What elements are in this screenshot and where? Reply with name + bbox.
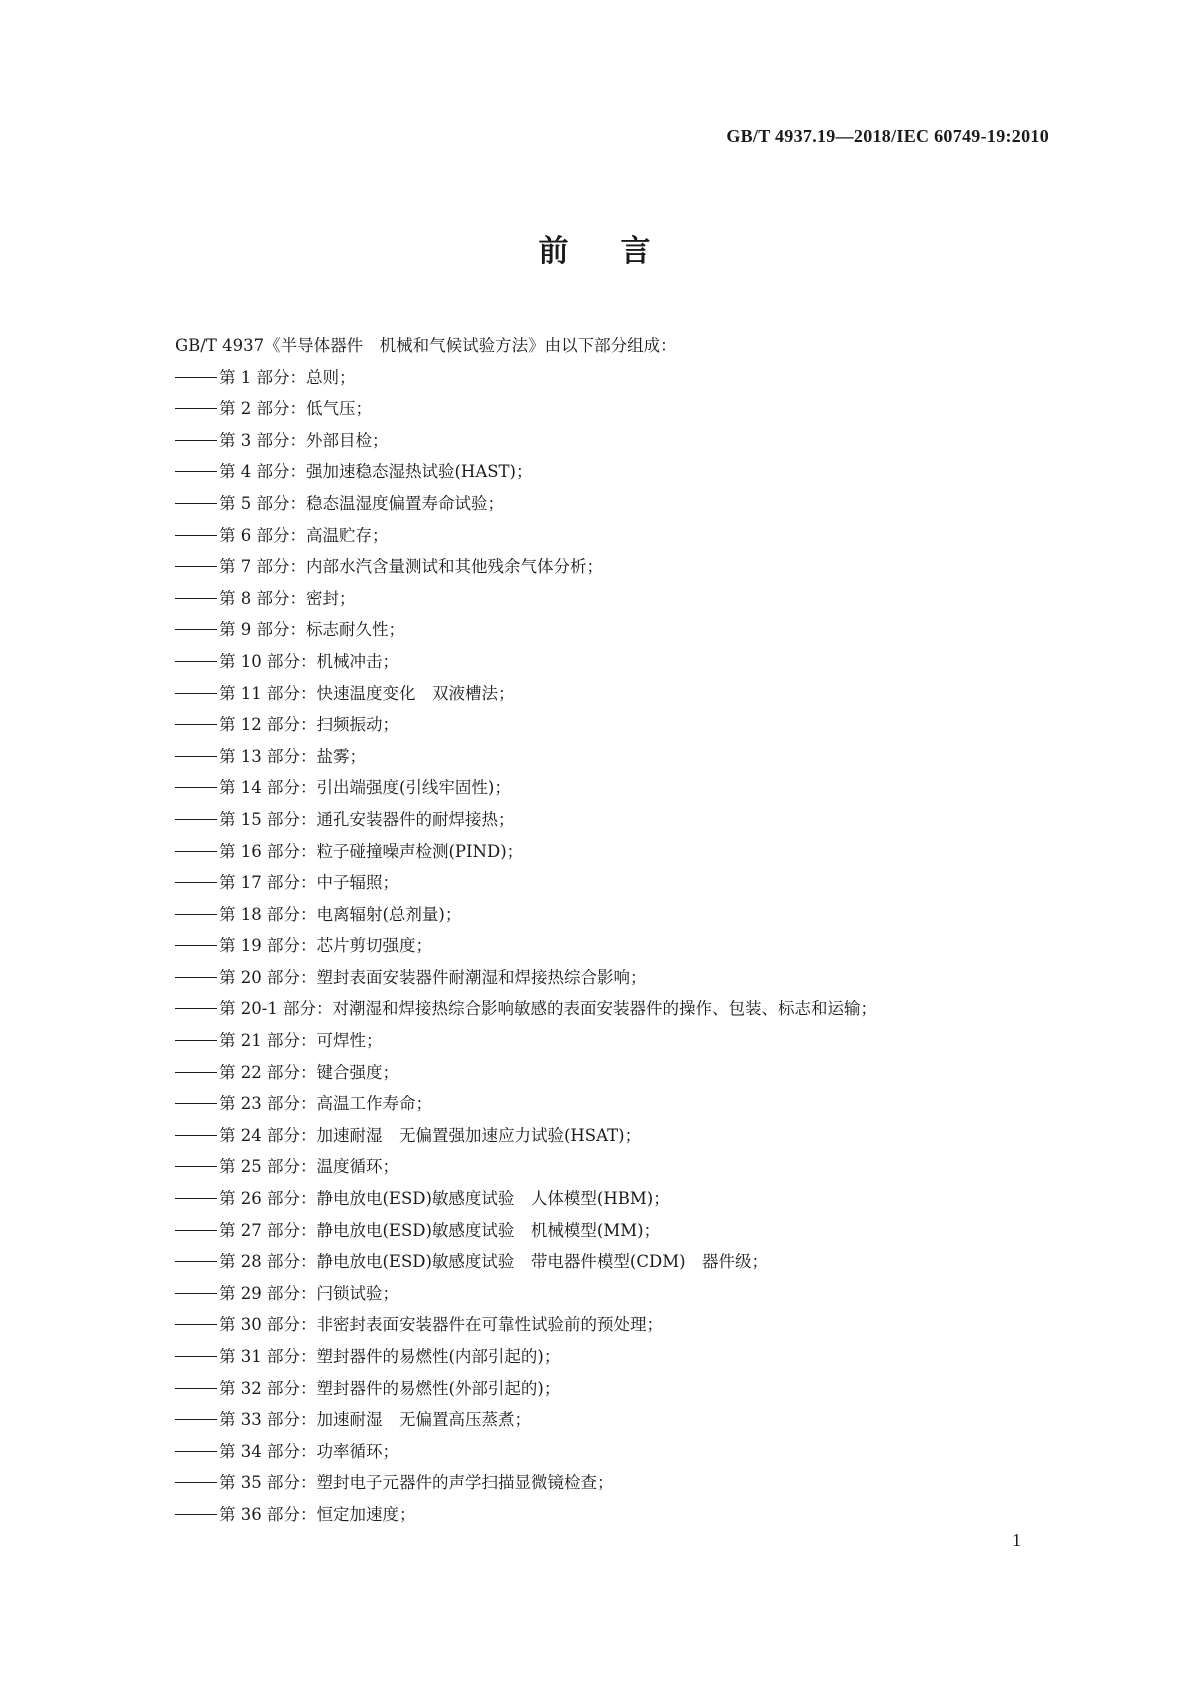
em-dash-marker: [175, 1198, 217, 1199]
em-dash-marker: [175, 819, 217, 820]
list-item-text: 第 30 部分：非密封表面安装器件在可靠性试验前的预处理；: [219, 1315, 663, 1335]
em-dash-marker: [175, 503, 217, 504]
em-dash-marker: [175, 1072, 217, 1073]
em-dash-marker: [175, 1514, 217, 1515]
page-title-char-1: 前: [538, 234, 571, 269]
list-item: [175, 362, 1055, 394]
foreword-body: [175, 330, 1055, 1531]
em-dash-marker: [175, 1482, 217, 1483]
em-dash-marker: [175, 1324, 217, 1325]
list-item: [175, 614, 1055, 646]
list-item-text: 第 22 部分：键合强度；: [219, 1062, 399, 1082]
list-item: [175, 1215, 1055, 1247]
em-dash-marker: [175, 629, 217, 630]
list-item: [175, 1120, 1055, 1152]
em-dash-marker: [175, 1451, 217, 1452]
list-item: [175, 646, 1055, 678]
list-item: [175, 678, 1055, 710]
list-item-text: 第 13 部分：盐雾；: [219, 746, 366, 766]
list-item: [175, 741, 1055, 773]
em-dash-marker: [175, 882, 217, 883]
list-item-text: 第 21 部分：可焊性；: [219, 1031, 383, 1051]
list-item-text: 第 4 部分：强加速稳态湿热试验(HAST)；: [219, 462, 533, 482]
list-item-text: 第 26 部分：静电放电(ESD)敏感度试验 人体模型(HBM)；: [219, 1189, 670, 1209]
list-item-text: 第 27 部分：静电放电(ESD)敏感度试验 机械模型(MM)；: [219, 1220, 661, 1240]
em-dash-marker: [175, 471, 217, 472]
list-item: [175, 1057, 1055, 1089]
list-item-text: 第 6 部分：高温贮存；: [219, 525, 389, 545]
list-item-text: 第 34 部分：功率循环；: [219, 1441, 399, 1461]
list-item: [175, 772, 1055, 804]
em-dash-marker: [175, 440, 217, 441]
list-item: [175, 1088, 1055, 1120]
em-dash-marker: [175, 914, 217, 915]
em-dash-marker: [175, 598, 217, 599]
page-title: [0, 226, 1191, 270]
intro-paragraph: GB/T 4937《半导体器件 机械和气候试验方法》由以下部分组成：: [175, 336, 677, 355]
list-item-text: 第 20 部分：塑封表面安装器件耐潮湿和焊接热综合影响；: [219, 967, 647, 987]
list-item-text: 第 7 部分：内部水汽含量测试和其他残余气体分析；: [219, 557, 603, 577]
list-item: [175, 393, 1055, 425]
list-item: [175, 1025, 1055, 1057]
em-dash-marker: [175, 1293, 217, 1294]
em-dash-marker: [175, 787, 217, 788]
list-item: [175, 899, 1055, 931]
list-item: [175, 1309, 1055, 1341]
em-dash-marker: [175, 1040, 217, 1041]
list-item-text: 第 19 部分：芯片剪切强度；: [219, 936, 432, 956]
list-item: [175, 456, 1055, 488]
list-item: [175, 1436, 1055, 1468]
list-item: [175, 520, 1055, 552]
list-item: [175, 804, 1055, 836]
em-dash-marker: [175, 1261, 217, 1262]
list-item: [175, 867, 1055, 899]
em-dash-marker: [175, 1356, 217, 1357]
em-dash-marker: [175, 535, 217, 536]
list-item-text: 第 31 部分：塑封器件的易燃性(内部引起的)；: [219, 1347, 561, 1366]
list-item-text: 第 16 部分：粒子碰撞噪声检测(PIND)；: [219, 841, 524, 861]
list-item-text: 第 35 部分：塑封电子元器件的声学扫描显微镜检查；: [219, 1473, 614, 1493]
em-dash-marker: [175, 408, 217, 409]
list-item-text: 第 10 部分：机械冲击；: [219, 651, 399, 671]
list-item: [175, 930, 1055, 962]
page-title-char-2: 言: [620, 234, 653, 269]
parts-list: [175, 362, 1055, 1531]
list-item-text: 第 14 部分：引出端强度(引线牢固性)；: [219, 778, 511, 798]
em-dash-marker: [175, 1166, 217, 1167]
em-dash-marker: [175, 1419, 217, 1420]
em-dash-marker: [175, 1230, 217, 1231]
em-dash-marker: [175, 1103, 217, 1104]
list-item: [175, 1341, 1055, 1373]
list-item: [175, 1183, 1055, 1215]
em-dash-marker: [175, 1008, 217, 1009]
em-dash-marker: [175, 724, 217, 725]
em-dash-marker: [175, 661, 217, 662]
list-item: [175, 962, 1055, 994]
list-item: [175, 836, 1055, 868]
em-dash-marker: [175, 977, 217, 978]
page-number: 1: [1012, 1530, 1021, 1550]
list-item-text: 第 5 部分：稳态温湿度偏置寿命试验；: [219, 493, 504, 513]
list-item-text: 第 33 部分：加速耐湿 无偏置高压蒸煮；: [219, 1410, 531, 1430]
list-item: [175, 488, 1055, 520]
list-item: [175, 1373, 1055, 1405]
list-item-text: 第 17 部分：中子辐照；: [219, 873, 399, 893]
list-item: [175, 1246, 1055, 1278]
em-dash-marker: [175, 377, 217, 378]
list-item-text: 第 29 部分：闩锁试验；: [219, 1283, 399, 1303]
em-dash-marker: [175, 1135, 217, 1136]
list-item: [175, 709, 1055, 741]
list-item-text: 第 1 部分：总则；: [219, 367, 356, 387]
standard-code-header: GB/T 4937.19—2018/IEC 60749-19:2010: [726, 126, 1049, 146]
em-dash-marker: [175, 693, 217, 694]
list-item-text: 第 28 部分：静电放电(ESD)敏感度试验 带电器件模型(CDM) 器件级；: [219, 1252, 769, 1272]
list-item-text: 第 3 部分：外部目检；: [219, 430, 389, 450]
list-item: [175, 1151, 1055, 1183]
list-item: [175, 1278, 1055, 1310]
list-item: [175, 993, 1055, 1025]
list-item-text: 第 8 部分：密封；: [219, 588, 356, 608]
list-item-text: 第 18 部分：电离辐射(总剂量)；: [219, 904, 462, 924]
list-item: [175, 1404, 1055, 1436]
list-item-text: 第 25 部分：温度循环；: [219, 1157, 399, 1177]
list-item: [175, 1467, 1055, 1499]
list-item-text: 第 24 部分：加速耐湿 无偏置强加速应力试验(HSAT)；: [219, 1125, 642, 1145]
list-item-text: 第 36 部分：恒定加速度；: [219, 1504, 416, 1524]
list-item: [175, 551, 1055, 583]
em-dash-marker: [175, 945, 217, 946]
em-dash-marker: [175, 1388, 217, 1389]
list-item-text: 第 12 部分：扫频振动；: [219, 715, 399, 735]
list-item-text: 第 9 部分：标志耐久性；: [219, 620, 405, 640]
list-item: [175, 583, 1055, 615]
em-dash-marker: [175, 851, 217, 852]
em-dash-marker: [175, 566, 217, 567]
list-item-text: 第 32 部分：塑封器件的易燃性(外部引起的)；: [219, 1378, 561, 1398]
em-dash-marker: [175, 756, 217, 757]
list-item-text: 第 20-1 部分：对潮湿和焊接热综合影响敏感的表面安装器件的操作、包装、标志和运输；: [219, 999, 878, 1019]
list-item: [175, 1499, 1055, 1531]
list-item: [175, 425, 1055, 457]
list-item-text: 第 15 部分：通孔安装器件的耐焊接热；: [219, 809, 515, 829]
list-item-text: 第 11 部分：快速温度变化 双液槽法；: [219, 683, 515, 703]
list-item-text: 第 2 部分：低气压；: [219, 399, 372, 419]
list-item-text: 第 23 部分：高温工作寿命；: [219, 1094, 432, 1114]
